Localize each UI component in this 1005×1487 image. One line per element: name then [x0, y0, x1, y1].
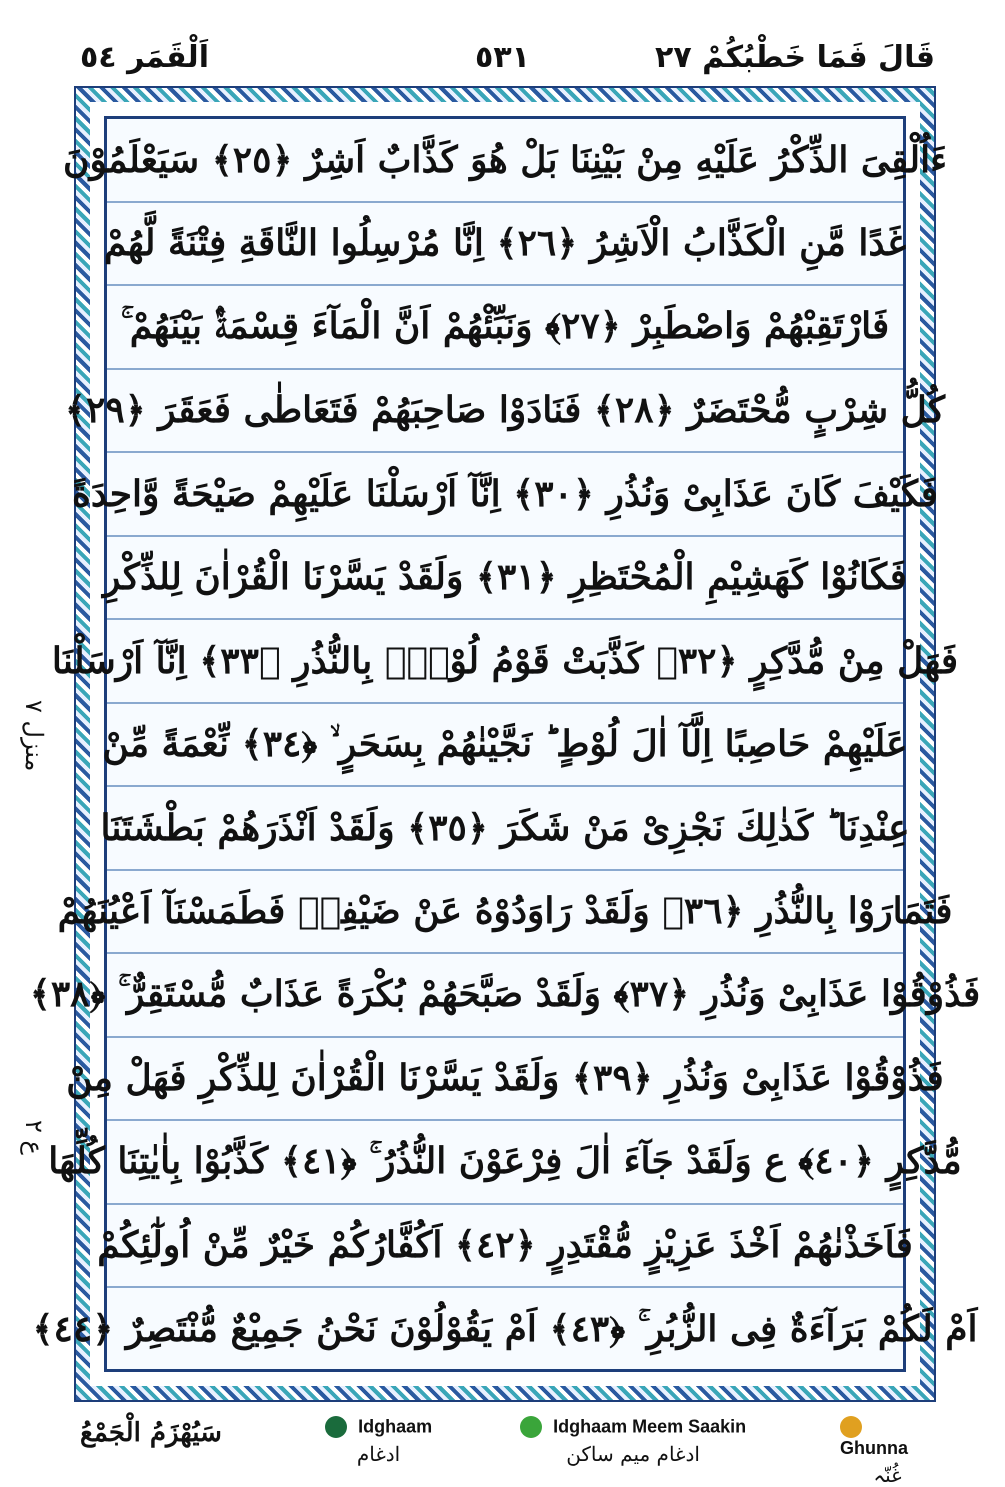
next-page-reference: سَيُهْزَمُ الْجَمْعُ [80, 1418, 222, 1448]
legend-label-en: Idghaam [358, 1416, 433, 1437]
text-line: فَكَيْفَ كَانَ عَذَابِىْ وَنُذُرِ ﴿٣٠﴾ اِنَّآ اَرْسَلْنَا عَلَيْهِمْ صَيْحَةً وَّاحِدَةً [107, 453, 903, 537]
legend-color-dot [325, 1416, 347, 1438]
text-line: عَلَيْهِمْ حَاصِبًا اِلَّآ اٰلَ لُوْطٍ ؕ نَجَّيْنٰهُمْ بِسَحَرٍ ۙ ﴿٣٤﴾ نِّعْمَةً مِّنْ [107, 704, 903, 788]
text-line: غَدًا مَّنِ الْكَذَّابُ الْاَشِرُ ﴿٢٦﴾ اِنَّا مُرْسِلُوا النَّاقَةِ فِتْنَةً لَّهُمْ [107, 203, 903, 287]
text-line: اَمْ لَكُمْ بَرَآءَةٌ فِى الزُّبُرِ ۚ ﴿٤٣﴾ اَمْ يَقُوْلُوْنَ نَحْنُ جَمِيْعٌ مُّنْتَصِرٌ ﴿٤٤﴾ [32, 1308, 978, 1351]
legend-color-dot [840, 1416, 862, 1438]
legend-item-idghaam-meem-saakin [520, 1416, 746, 1466]
surah-title: اَلْقَمَر ٥٤ [80, 40, 209, 75]
text-line: فَكَانُوْا كَهَشِيْمِ الْمُحْتَظِرِ ﴿٣١﴾ وَلَقَدْ يَسَّرْنَا الْقُرْاٰنَ لِلذِّكْرِ [107, 537, 903, 621]
page-number: ٥٣١ [475, 40, 530, 75]
text-line: فَارْتَقِبْهُمْ وَاصْطَبِرْ ﴿٢٧﴾ وَنَبِّئْهُمْ اَنَّ الْمَآءَ قِسْمَةٌۢ بَيْنَهُمْ ۚ [107, 286, 903, 370]
legend-label-en: Idghaam Meem Saakin [553, 1416, 747, 1437]
text-line: عِنْدِنَا ؕ كَذٰلِكَ نَجْزِىْ مَنْ شَكَرَ ﴿٣٥﴾ وَلَقَدْ اَنْذَرَهُمْ بَطْشَتَنَا [107, 787, 903, 871]
text-line: فَاَخَذْنٰهُمْ اَخْذَ عَزِيْزٍ مُّقْتَدِرٍ ﴿٤٢﴾ اَكُفَّارُكُمْ خَيْرٌ مِّنْ اُولٰٓئِكُمْ [107, 1205, 903, 1289]
legend-label-ar: ادغام میم ساکن [566, 1442, 700, 1466]
legend-label-ar: غُنّہ [873, 1463, 902, 1487]
text-line: فَذُوْقُوْا عَذَابِىْ وَنُذُرِ ﴿٣٩﴾ وَلَقَدْ يَسَّرْنَا الْقُرْاٰنَ لِلذِّكْرِ فَهَلْ مِنْ [107, 1038, 903, 1122]
text-line: ءَاُلْقِىَ الذِّكْرُ عَلَيْهِ مِنْ بَيْنِنَا بَلْ هُوَ كَذَّابٌ اَشِرٌ ﴿٢٥﴾ سَيَعْلَمُوْنَ [107, 119, 903, 203]
manzil-marker: منزل ٧ [20, 700, 48, 772]
legend-label-ar: ادغام [356, 1442, 401, 1466]
legend-color-dot [520, 1416, 542, 1438]
ruku-marker: ع ٢ [20, 1120, 48, 1155]
legend-item-idghaam [325, 1416, 432, 1466]
text-line: مُّدَّكِرٍ ﴿٤٠﴾ ع وَلَقَدْ جَآءَ اٰلَ فِرْعَوْنَ النُّذُرُ ۚ ﴿٤١﴾ كَذَّبُوْا بِاٰيٰتِنَا كُلِّهَا [107, 1121, 903, 1205]
text-line: فَتَمَارَوْا بِالنُّذُرِ ﴿٣٦﴾ وَلَقَدْ رَاوَدُوْهُ عَنْ ضَيْفِهٖ فَطَمَسْنَآ اَعْيُنَهُمْ [107, 871, 903, 955]
text-line: كُلُّ شِرْبٍ مُّحْتَضَرٌ ﴿٢٨﴾ فَنَادَوْا صَاحِبَهُمْ فَتَعَاطٰى فَعَقَرَ ﴿٢٩﴾ [107, 370, 903, 454]
legend-label-en: Ghunna [840, 1438, 908, 1458]
legend-item-ghunna [840, 1416, 935, 1487]
text-line: فَذُوْقُوْا عَذَابِىْ وَنُذُرِ ﴿٣٧﴾ وَلَقَدْ صَبَّحَهُمْ بُكْرَةً عَذَابٌ مُّسْتَقِرٌّ ۚ ﴿٣٨﴾ [107, 954, 903, 1038]
text-line: فَهَلْ مِنْ مُّدَّكِرٍ ﴿٣٢﴾ كَذَّبَتْ قَوْمُ لُوْطٍۢ بِالنُّذُرِ ﴿٣٣﴾ اِنَّآ اَرْسَلْنَا [107, 620, 903, 704]
page-header [70, 30, 935, 90]
page-footer [70, 1412, 935, 1487]
juz-title: قَالَ فَمَا خَطْبُكُمْ ٢٧ [655, 40, 935, 75]
